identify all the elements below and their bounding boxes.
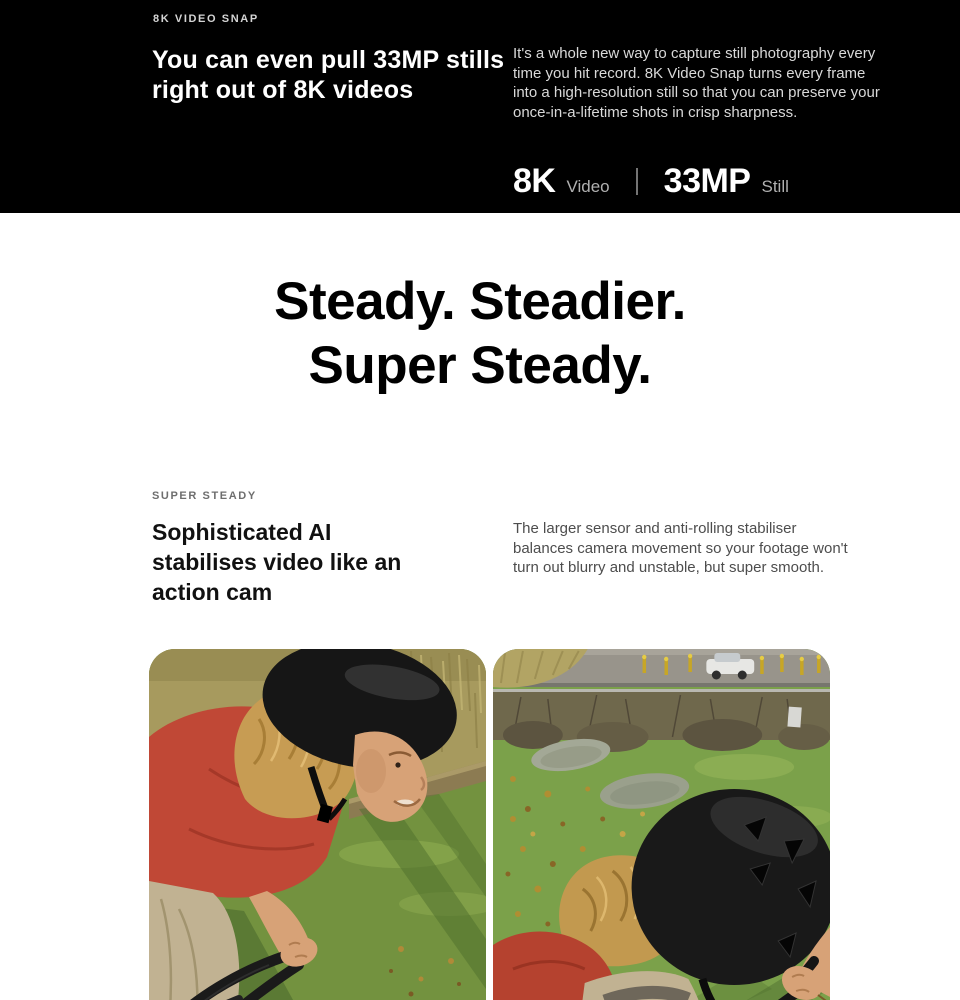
feature-headline-line2: stabilises video like an bbox=[152, 549, 402, 575]
super-steady-feature bbox=[0, 490, 960, 607]
stat-still-value: 33MP bbox=[663, 162, 751, 200]
feature-body-text: The larger sensor and anti-rolling stabiliser balances camera movement so your footage won't turn out blurry and unstable, but super smooth. bbox=[513, 520, 848, 576]
feature-eyebrow: SUPER STEADY bbox=[152, 490, 257, 502]
feature-headline-line3: action cam bbox=[152, 579, 273, 605]
rider-topdown-illustration bbox=[493, 649, 830, 1000]
hero-body-text: It's a whole new way to capture still photography every time you hit record. 8K Video Snap turns every frame into a high-resolution still so that you can preserve your once-in-a-lifetime shots in crisp sharpness. bbox=[513, 45, 880, 121]
hero-8k-video-snap bbox=[0, 0, 960, 213]
feature-right-column bbox=[513, 490, 853, 607]
photo-rider-topdown bbox=[493, 649, 830, 1000]
photo-rider-profile bbox=[149, 649, 486, 1000]
rider-profile-illustration bbox=[149, 649, 486, 1000]
stat-video-value: 8K bbox=[513, 162, 556, 200]
steady-title-line1: Steady. Steadier. bbox=[274, 272, 686, 331]
hero-eyebrow: 8K VIDEO SNAP bbox=[153, 13, 259, 25]
steady-title bbox=[0, 270, 960, 398]
feature-left-column bbox=[152, 490, 508, 607]
feature-headline bbox=[152, 517, 508, 607]
stat-video-label: Video bbox=[566, 177, 610, 196]
stat-still-label: Still bbox=[761, 177, 789, 196]
knee-strap bbox=[605, 992, 689, 1000]
hero-headline-line1: You can even pull 33MP stills bbox=[152, 46, 505, 74]
feature-headline-line1: Sophisticated AI bbox=[152, 519, 332, 545]
steady-title-line2: Super Steady. bbox=[308, 336, 652, 395]
action-cam-photos bbox=[0, 649, 960, 1000]
hero-stats-row bbox=[513, 162, 789, 201]
hero-headline-line2: right out of 8K videos bbox=[152, 76, 414, 104]
hero-headline bbox=[152, 45, 512, 105]
stat-divider bbox=[636, 168, 638, 195]
